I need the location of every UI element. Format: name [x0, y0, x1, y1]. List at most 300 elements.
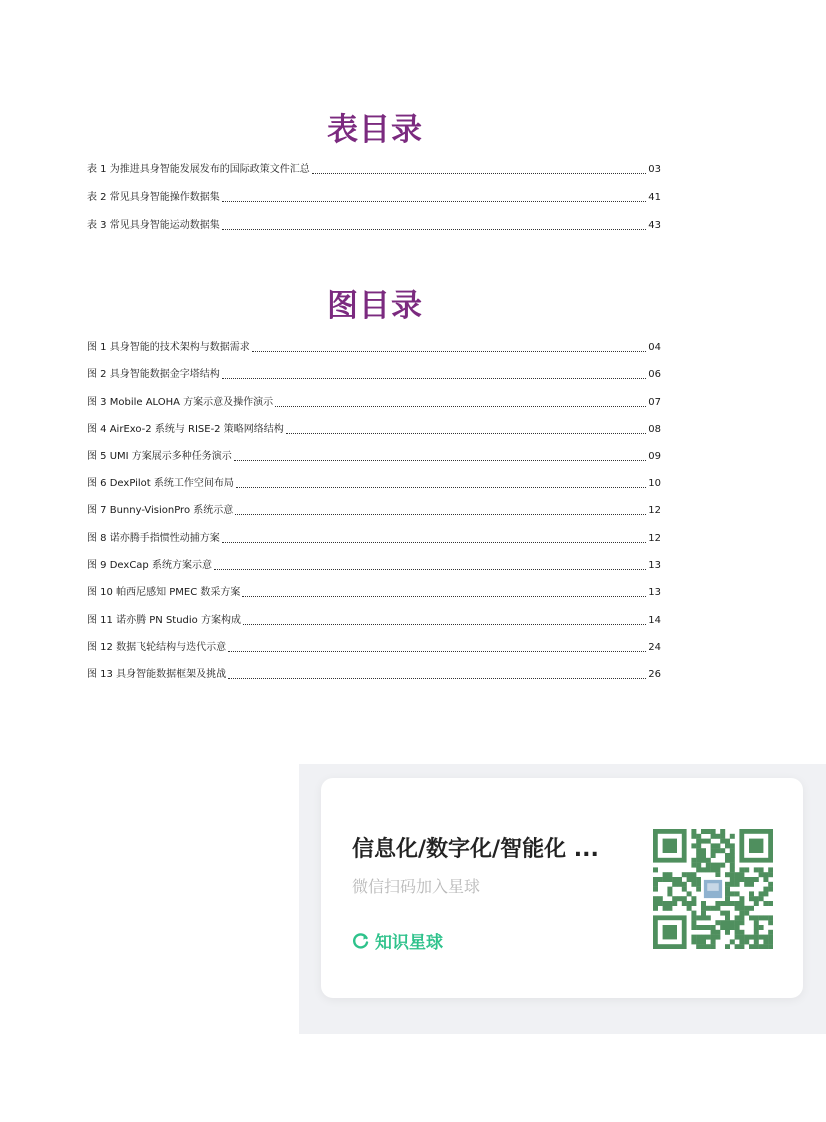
- refresh-circle-icon: [352, 932, 370, 950]
- qr-module: [696, 848, 701, 853]
- qr-module: [735, 877, 740, 882]
- qr-module: [725, 896, 730, 901]
- qr-module: [735, 891, 740, 896]
- qr-module: [730, 877, 735, 882]
- qr-module: [701, 829, 706, 834]
- qr-module: [701, 925, 706, 930]
- qr-module: [754, 877, 759, 882]
- qr-module: [667, 872, 672, 877]
- qr-module: [725, 843, 730, 848]
- qr-module: [701, 839, 706, 844]
- brand-logo: [352, 928, 443, 953]
- qr-module: [715, 848, 720, 853]
- toc-row-label: 表 2 常见具身智能操作数据集: [87, 192, 220, 203]
- toc-row-page: 06: [648, 369, 661, 380]
- dot-leader: [222, 540, 647, 543]
- qr-module: [754, 915, 759, 920]
- qr-module: [735, 906, 740, 911]
- qr-module: [706, 915, 711, 920]
- qr-module: [725, 891, 730, 896]
- qr-module: [744, 877, 749, 882]
- qr-module: [768, 939, 773, 944]
- qr-center-avatar-detail: [707, 883, 719, 891]
- qr-module: [696, 839, 701, 844]
- qr-module: [768, 872, 773, 877]
- toc-row-page: 13: [648, 587, 661, 598]
- qr-module: [706, 867, 711, 872]
- qr-module: [763, 939, 768, 944]
- qr-module: [696, 853, 701, 858]
- qr-module: [682, 901, 687, 906]
- qr-module: [720, 839, 725, 844]
- qr-module: [691, 877, 696, 882]
- toc-row-figure-8[interactable]: [87, 531, 661, 545]
- toc-row-label: 图 7 Bunny-VisionPro 系统示意: [87, 505, 234, 516]
- toc-row-label: 图 5 UMI 方案展示多种任务演示: [87, 451, 232, 462]
- qr-module: [653, 906, 658, 911]
- qr-module: [739, 930, 744, 935]
- qr-module: [653, 877, 658, 882]
- qr-module: [663, 872, 668, 877]
- qr-module: [725, 920, 730, 925]
- qr-module: [696, 863, 701, 868]
- qr-module: [763, 901, 768, 906]
- qr-module: [687, 901, 692, 906]
- qr-module: [730, 863, 735, 868]
- qr-module: [754, 920, 759, 925]
- qr-module: [730, 882, 735, 887]
- qr-module: [696, 935, 701, 940]
- qr-module: [701, 939, 706, 944]
- qr-module: [768, 901, 773, 906]
- dot-leader: [235, 512, 646, 515]
- dot-leader: [252, 349, 647, 352]
- qr-module: [739, 920, 744, 925]
- qr-module: [715, 843, 720, 848]
- qr-module: [754, 901, 759, 906]
- qr-module: [691, 829, 696, 834]
- toc-row-label: 图 3 Mobile ALOHA 方案示意及操作演示: [87, 397, 274, 408]
- qr-module: [682, 882, 687, 887]
- qr-module: [715, 930, 720, 935]
- dot-leader: [228, 649, 646, 652]
- toc-row-page: 24: [648, 642, 661, 653]
- qr-module: [663, 901, 668, 906]
- qr-module: [711, 829, 716, 834]
- qr-module: [749, 877, 754, 882]
- qr-module: [663, 877, 668, 882]
- qr-module: [706, 935, 711, 940]
- qr-module: [701, 858, 706, 863]
- qr-module: [759, 944, 764, 949]
- qr-module: [696, 882, 701, 887]
- toc-row-label: 图 9 DexCap 系统方案示意: [87, 560, 212, 571]
- qr-module: [653, 896, 658, 901]
- qr-module: [759, 891, 764, 896]
- qr-module: [720, 920, 725, 925]
- qr-module: [658, 896, 663, 901]
- toc-row-figure-12[interactable]: [87, 640, 661, 654]
- qr-module: [759, 925, 764, 930]
- qr-module: [739, 901, 744, 906]
- qr-module: [672, 901, 677, 906]
- qr-module: [696, 877, 701, 882]
- qr-module: [653, 901, 658, 906]
- qr-finder-core: [749, 839, 763, 853]
- qr-module: [701, 901, 706, 906]
- toc-row-label: 图 2 具身智能数据金字塔结构: [87, 369, 220, 380]
- qr-module: [720, 901, 725, 906]
- qr-module: [725, 887, 730, 892]
- qr-module: [711, 853, 716, 858]
- qr-module: [768, 915, 773, 920]
- toc-row-page: 14: [648, 615, 661, 626]
- qr-module: [749, 891, 754, 896]
- qr-module: [768, 882, 773, 887]
- qr-module: [711, 906, 716, 911]
- toc-row-page: 13: [648, 560, 661, 571]
- qr-module: [667, 887, 672, 892]
- qr-module: [701, 867, 706, 872]
- qr-module: [706, 944, 711, 949]
- qr-module: [696, 858, 701, 863]
- qr-module: [701, 906, 706, 911]
- qr-module: [687, 877, 692, 882]
- qr-module: [744, 939, 749, 944]
- dot-leader: [222, 376, 647, 379]
- qr-module: [672, 877, 677, 882]
- qr-module: [754, 939, 759, 944]
- toc-row-label: 图 10 帕西尼感知 PMEC 数采方案: [87, 587, 241, 598]
- dot-leader: [236, 485, 646, 488]
- qr-module: [667, 901, 672, 906]
- qr-module: [768, 935, 773, 940]
- dot-leader: [228, 676, 646, 679]
- qr-module: [682, 887, 687, 892]
- qr-module: [735, 901, 740, 906]
- qr-module: [768, 887, 773, 892]
- qr-module: [744, 882, 749, 887]
- toc-row-page: 03: [648, 164, 661, 175]
- qr-module: [677, 877, 682, 882]
- qr-module: [725, 872, 730, 877]
- qr-module: [768, 930, 773, 935]
- figures-title: 图目录: [327, 288, 423, 324]
- toc-row-table-2[interactable]: [87, 190, 661, 204]
- qr-module: [739, 906, 744, 911]
- qr-module: [763, 877, 768, 882]
- toc-row-label: 图 11 诺亦腾 PN Studio 方案构成: [87, 615, 241, 626]
- qr-module: [691, 872, 696, 877]
- qr-module: [739, 872, 744, 877]
- promo-title: 信息化/数字化/智能化 ...: [352, 837, 599, 862]
- toc-row-page: 10: [648, 478, 661, 489]
- qr-module: [720, 829, 725, 834]
- qr-module: [691, 935, 696, 940]
- qr-module: [696, 834, 701, 839]
- qr-module: [720, 834, 725, 839]
- qr-module: [711, 925, 716, 930]
- qr-module: [701, 853, 706, 858]
- qr-module: [730, 848, 735, 853]
- qr-module: [711, 863, 716, 868]
- qr-module: [754, 867, 759, 872]
- qr-module: [744, 906, 749, 911]
- qr-module: [691, 920, 696, 925]
- toc-row-table-1[interactable]: [87, 162, 661, 176]
- qr-module: [754, 935, 759, 940]
- qr-module: [701, 935, 706, 940]
- qr-module: [711, 930, 716, 935]
- qr-module: [730, 834, 735, 839]
- qr-module: [735, 944, 740, 949]
- toc-row-figure-10[interactable]: [87, 585, 661, 599]
- qr-module: [653, 882, 658, 887]
- qr-module: [715, 906, 720, 911]
- qr-module: [739, 896, 744, 901]
- dot-leader: [222, 227, 647, 230]
- qr-module: [706, 925, 711, 930]
- qr-module: [658, 877, 663, 882]
- qr-module: [725, 901, 730, 906]
- toc-row-figure-9[interactable]: [87, 558, 661, 572]
- toc-row-label: 表 3 常见具身智能运动数据集: [87, 220, 220, 231]
- qr-module: [759, 896, 764, 901]
- toc-row-table-3[interactable]: [87, 218, 661, 232]
- qr-module: [715, 920, 720, 925]
- dot-leader: [234, 458, 646, 461]
- qr-module: [739, 877, 744, 882]
- qr-module: [739, 944, 744, 949]
- qr-module: [763, 935, 768, 940]
- qr-module: [691, 882, 696, 887]
- qr-module: [739, 915, 744, 920]
- qr-module: [768, 944, 773, 949]
- qr-module: [730, 920, 735, 925]
- qr-module: [720, 925, 725, 930]
- qr-module: [759, 867, 764, 872]
- qr-module: [730, 872, 735, 877]
- qr-module: [706, 829, 711, 834]
- qr-module: [691, 896, 696, 901]
- qr-module: [691, 915, 696, 920]
- qr-module: [653, 887, 658, 892]
- qr-module: [744, 911, 749, 916]
- qr-module: [720, 911, 725, 916]
- promo-card[interactable]: [321, 778, 803, 998]
- qr-module: [691, 843, 696, 848]
- qr-module: [715, 901, 720, 906]
- qr-module: [711, 935, 716, 940]
- dot-leader: [286, 431, 647, 434]
- toc-row-label: 图 13 具身智能数据框架及挑战: [87, 669, 227, 680]
- qr-module: [730, 891, 735, 896]
- qr-module: [701, 944, 706, 949]
- qr-module: [725, 882, 730, 887]
- qr-module: [749, 935, 754, 940]
- dot-leader: [222, 199, 647, 202]
- qr-module: [720, 863, 725, 868]
- qr-module: [711, 834, 716, 839]
- qr-module: [763, 891, 768, 896]
- toc-row-page: 26: [648, 669, 661, 680]
- qr-module: [696, 925, 701, 930]
- qr-module: [754, 925, 759, 930]
- toc-row-figure-3[interactable]: [87, 395, 661, 409]
- qr-module: [739, 867, 744, 872]
- qr-module: [715, 872, 720, 877]
- toc-row-figure-5[interactable]: [87, 449, 661, 463]
- qr-module: [735, 930, 740, 935]
- qr-module: [730, 853, 735, 858]
- qr-code[interactable]: [653, 829, 773, 949]
- qr-module: [715, 834, 720, 839]
- qr-module: [691, 863, 696, 868]
- qr-finder-core: [663, 839, 677, 853]
- dot-leader: [242, 594, 646, 597]
- qr-module: [749, 915, 754, 920]
- toc-row-figure-4[interactable]: [87, 422, 661, 436]
- dot-leader: [243, 622, 646, 625]
- qr-module: [677, 882, 682, 887]
- qr-module: [687, 872, 692, 877]
- qr-module: [696, 939, 701, 944]
- qr-module: [701, 915, 706, 920]
- qr-module: [735, 925, 740, 930]
- qr-module: [763, 887, 768, 892]
- qr-module: [706, 863, 711, 868]
- qr-module: [730, 843, 735, 848]
- qr-module: [735, 882, 740, 887]
- qr-module: [725, 853, 730, 858]
- brand-name: 知识星球: [375, 933, 443, 953]
- qr-module: [744, 867, 749, 872]
- qr-module: [725, 839, 730, 844]
- dot-leader: [275, 404, 646, 407]
- qr-module: [667, 877, 672, 882]
- toc-row-page: 12: [648, 505, 661, 516]
- qr-finder-core: [663, 925, 677, 939]
- qr-module: [759, 915, 764, 920]
- qr-module: [687, 906, 692, 911]
- qr-module: [691, 925, 696, 930]
- toc-row-page: 09: [648, 451, 661, 462]
- qr-module: [725, 915, 730, 920]
- qr-module: [739, 911, 744, 916]
- qr-module: [749, 896, 754, 901]
- qr-module: [691, 911, 696, 916]
- qr-module: [744, 935, 749, 940]
- qr-module: [735, 872, 740, 877]
- qr-module: [739, 939, 744, 944]
- qr-module: [739, 935, 744, 940]
- toc-row-page: 04: [648, 342, 661, 353]
- qr-module: [706, 906, 711, 911]
- qr-module: [768, 920, 773, 925]
- qr-module: [706, 839, 711, 844]
- qr-module: [725, 858, 730, 863]
- toc-row-page: 41: [648, 192, 661, 203]
- qr-module: [725, 930, 730, 935]
- qr-module: [696, 887, 701, 892]
- qr-module: [672, 882, 677, 887]
- qr-module: [658, 901, 663, 906]
- qr-module: [696, 915, 701, 920]
- qr-module: [763, 944, 768, 949]
- dot-leader: [312, 171, 647, 174]
- qr-module: [691, 939, 696, 944]
- qr-module: [667, 906, 672, 911]
- qr-module: [715, 863, 720, 868]
- qr-module: [763, 872, 768, 877]
- qr-module: [677, 896, 682, 901]
- qr-module: [730, 925, 735, 930]
- toc-row-figure-7[interactable]: [87, 503, 661, 517]
- promo-subtitle: 微信扫码加入星球: [352, 877, 481, 896]
- qr-module: [715, 867, 720, 872]
- toc-row-figure-11[interactable]: [87, 613, 661, 627]
- qr-module: [711, 843, 716, 848]
- qr-module: [749, 906, 754, 911]
- qr-module: [715, 935, 720, 940]
- qr-module: [682, 872, 687, 877]
- toc-row-label: 图 12 数据飞轮结构与迭代示意: [87, 642, 227, 653]
- qr-module: [691, 901, 696, 906]
- toc-row-label: 图 6 DexPilot 系统工作空间布局: [87, 478, 234, 489]
- qr-module: [672, 896, 677, 901]
- toc-row-figure-1[interactable]: [87, 340, 661, 354]
- qr-module: [763, 915, 768, 920]
- qr-module: [691, 858, 696, 863]
- toc-row-page: 08: [648, 424, 661, 435]
- qr-module: [730, 858, 735, 863]
- toc-row-label: 表 1 为推进具身智能发展发布的国际政策文件汇总: [87, 164, 310, 175]
- toc-row-page: 43: [648, 220, 661, 231]
- qr-module: [735, 915, 740, 920]
- tables-title: 表目录: [327, 112, 423, 148]
- qr-module: [720, 848, 725, 853]
- qr-module: [754, 896, 759, 901]
- toc-row-label: 图 4 AirExo-2 系统与 RISE-2 策略网络结构: [87, 424, 284, 435]
- qr-module: [701, 911, 706, 916]
- qr-module: [730, 901, 735, 906]
- qr-module: [759, 872, 764, 877]
- qr-module: [696, 944, 701, 949]
- qr-module: [735, 935, 740, 940]
- qr-module: [730, 939, 735, 944]
- qr-module: [696, 867, 701, 872]
- toc-row-figure-13[interactable]: [87, 667, 661, 681]
- qr-module: [711, 944, 716, 949]
- qr-module: [711, 848, 716, 853]
- qr-module: [735, 920, 740, 925]
- toc-row-label: 图 8 诺亦腾手指惯性动捕方案: [87, 533, 220, 544]
- qr-module: [711, 867, 716, 872]
- qr-module: [667, 891, 672, 896]
- qr-module: [691, 834, 696, 839]
- toc-row-page: 07: [648, 397, 661, 408]
- toc-row-figure-6[interactable]: [87, 476, 661, 490]
- qr-module: [759, 935, 764, 940]
- qr-module: [749, 882, 754, 887]
- qr-module: [754, 944, 759, 949]
- qr-module: [768, 867, 773, 872]
- toc-row-figure-2[interactable]: [87, 367, 661, 381]
- qr-module: [696, 843, 701, 848]
- qr-module: [725, 911, 730, 916]
- qr-module: [706, 858, 711, 863]
- qr-module: [653, 867, 658, 872]
